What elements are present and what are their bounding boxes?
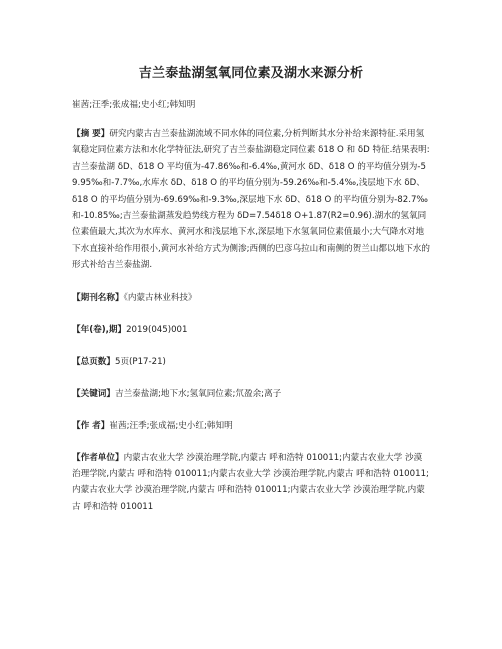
journal-field [72, 290, 430, 306]
keywords-field [72, 386, 430, 402]
year-issue-value: 2019(045)001 [126, 324, 188, 335]
pages-field [72, 354, 430, 370]
year-issue-field [72, 322, 430, 338]
authors-field [72, 418, 430, 434]
affiliation-label: 【作者单位】 [72, 452, 124, 463]
journal-value: 《内蒙古林业科技》 [123, 292, 197, 303]
affiliation-value: 内蒙古农业大学 沙漠治理学院,内蒙古 呼和浩特 010011;内蒙古农业大学 沙漠治理学院,内蒙古 呼和浩特 010011;内蒙古农业大学 沙漠治理学院,内蒙古 呼和浩特 010011;内蒙古农业大学 沙漠治理学院,内蒙古 呼和浩特 010011;内蒙古农业大学 沙漠治理学院,内蒙古 呼和浩特 010011 [72, 452, 429, 512]
keywords-value: 吉兰泰盐湖;地下水;氢氧同位素;氘盈余;离子 [114, 388, 282, 399]
abstract-text: 研究内蒙古吉兰泰盐湖流域不同水体的同位素,分析判断其水分补给来源特征.采用氢氧稳定同位素方法和水化学特征法,研究了吉兰泰盐湖稳定同位素 δ18 O 和 δD 特征.结果表明:吉兰泰盐湖 δD、δ18 O 平均值为-47.86‰和-6.4‰,黄河水 δD、δ18 O 的平均值分别为-59.95‰和-7.7‰,水库水 δD、δ18 O 的平均值分别为-59.26‰和-5.4‰,浅层地下水 δD、δ18 O 的平均值分别为-69.69‰和-9.3‰,深层地下水 δD、δ18 O 的平均值分别为-82.7‰和-10.85‰;吉兰泰盐湖蒸发趋势线方程为 δD=7.54δ18 O+1.87(R2=0.96).湖水的氢氧同位素值最大,其次为水库水、黄河水和浅层地下水,深层地下水氢氧同位素值最小;大气降水对地下水直接补给作用很小,黄河水补给方式为侧渗;西侧的巴彦乌拉山和南侧的贺兰山都以地下水的形式补给吉兰泰盐湖. [72, 129, 430, 271]
authors-label: 【作 者】 [72, 420, 110, 431]
abstract-label: 【摘 要】 [72, 129, 110, 139]
keywords-label: 【关键词】 [72, 388, 115, 399]
pages-value: 5页(P17-21) [114, 356, 166, 367]
affiliation-field [72, 450, 430, 516]
pages-label: 【总页数】 [72, 356, 115, 367]
abstract [72, 126, 430, 274]
year-issue-label: 【年(卷),期】 [72, 324, 127, 335]
authors-value: 崔茜;汪季;张成福;史小红;韩知明 [109, 420, 233, 431]
document-title: 吉兰泰盐湖氢氧同位素及湖水来源分析 [138, 66, 364, 81]
journal-label: 【期刊名称】 [72, 292, 124, 303]
author-line: 崔茜;汪季;张成福;史小红;韩知明 [72, 100, 196, 110]
